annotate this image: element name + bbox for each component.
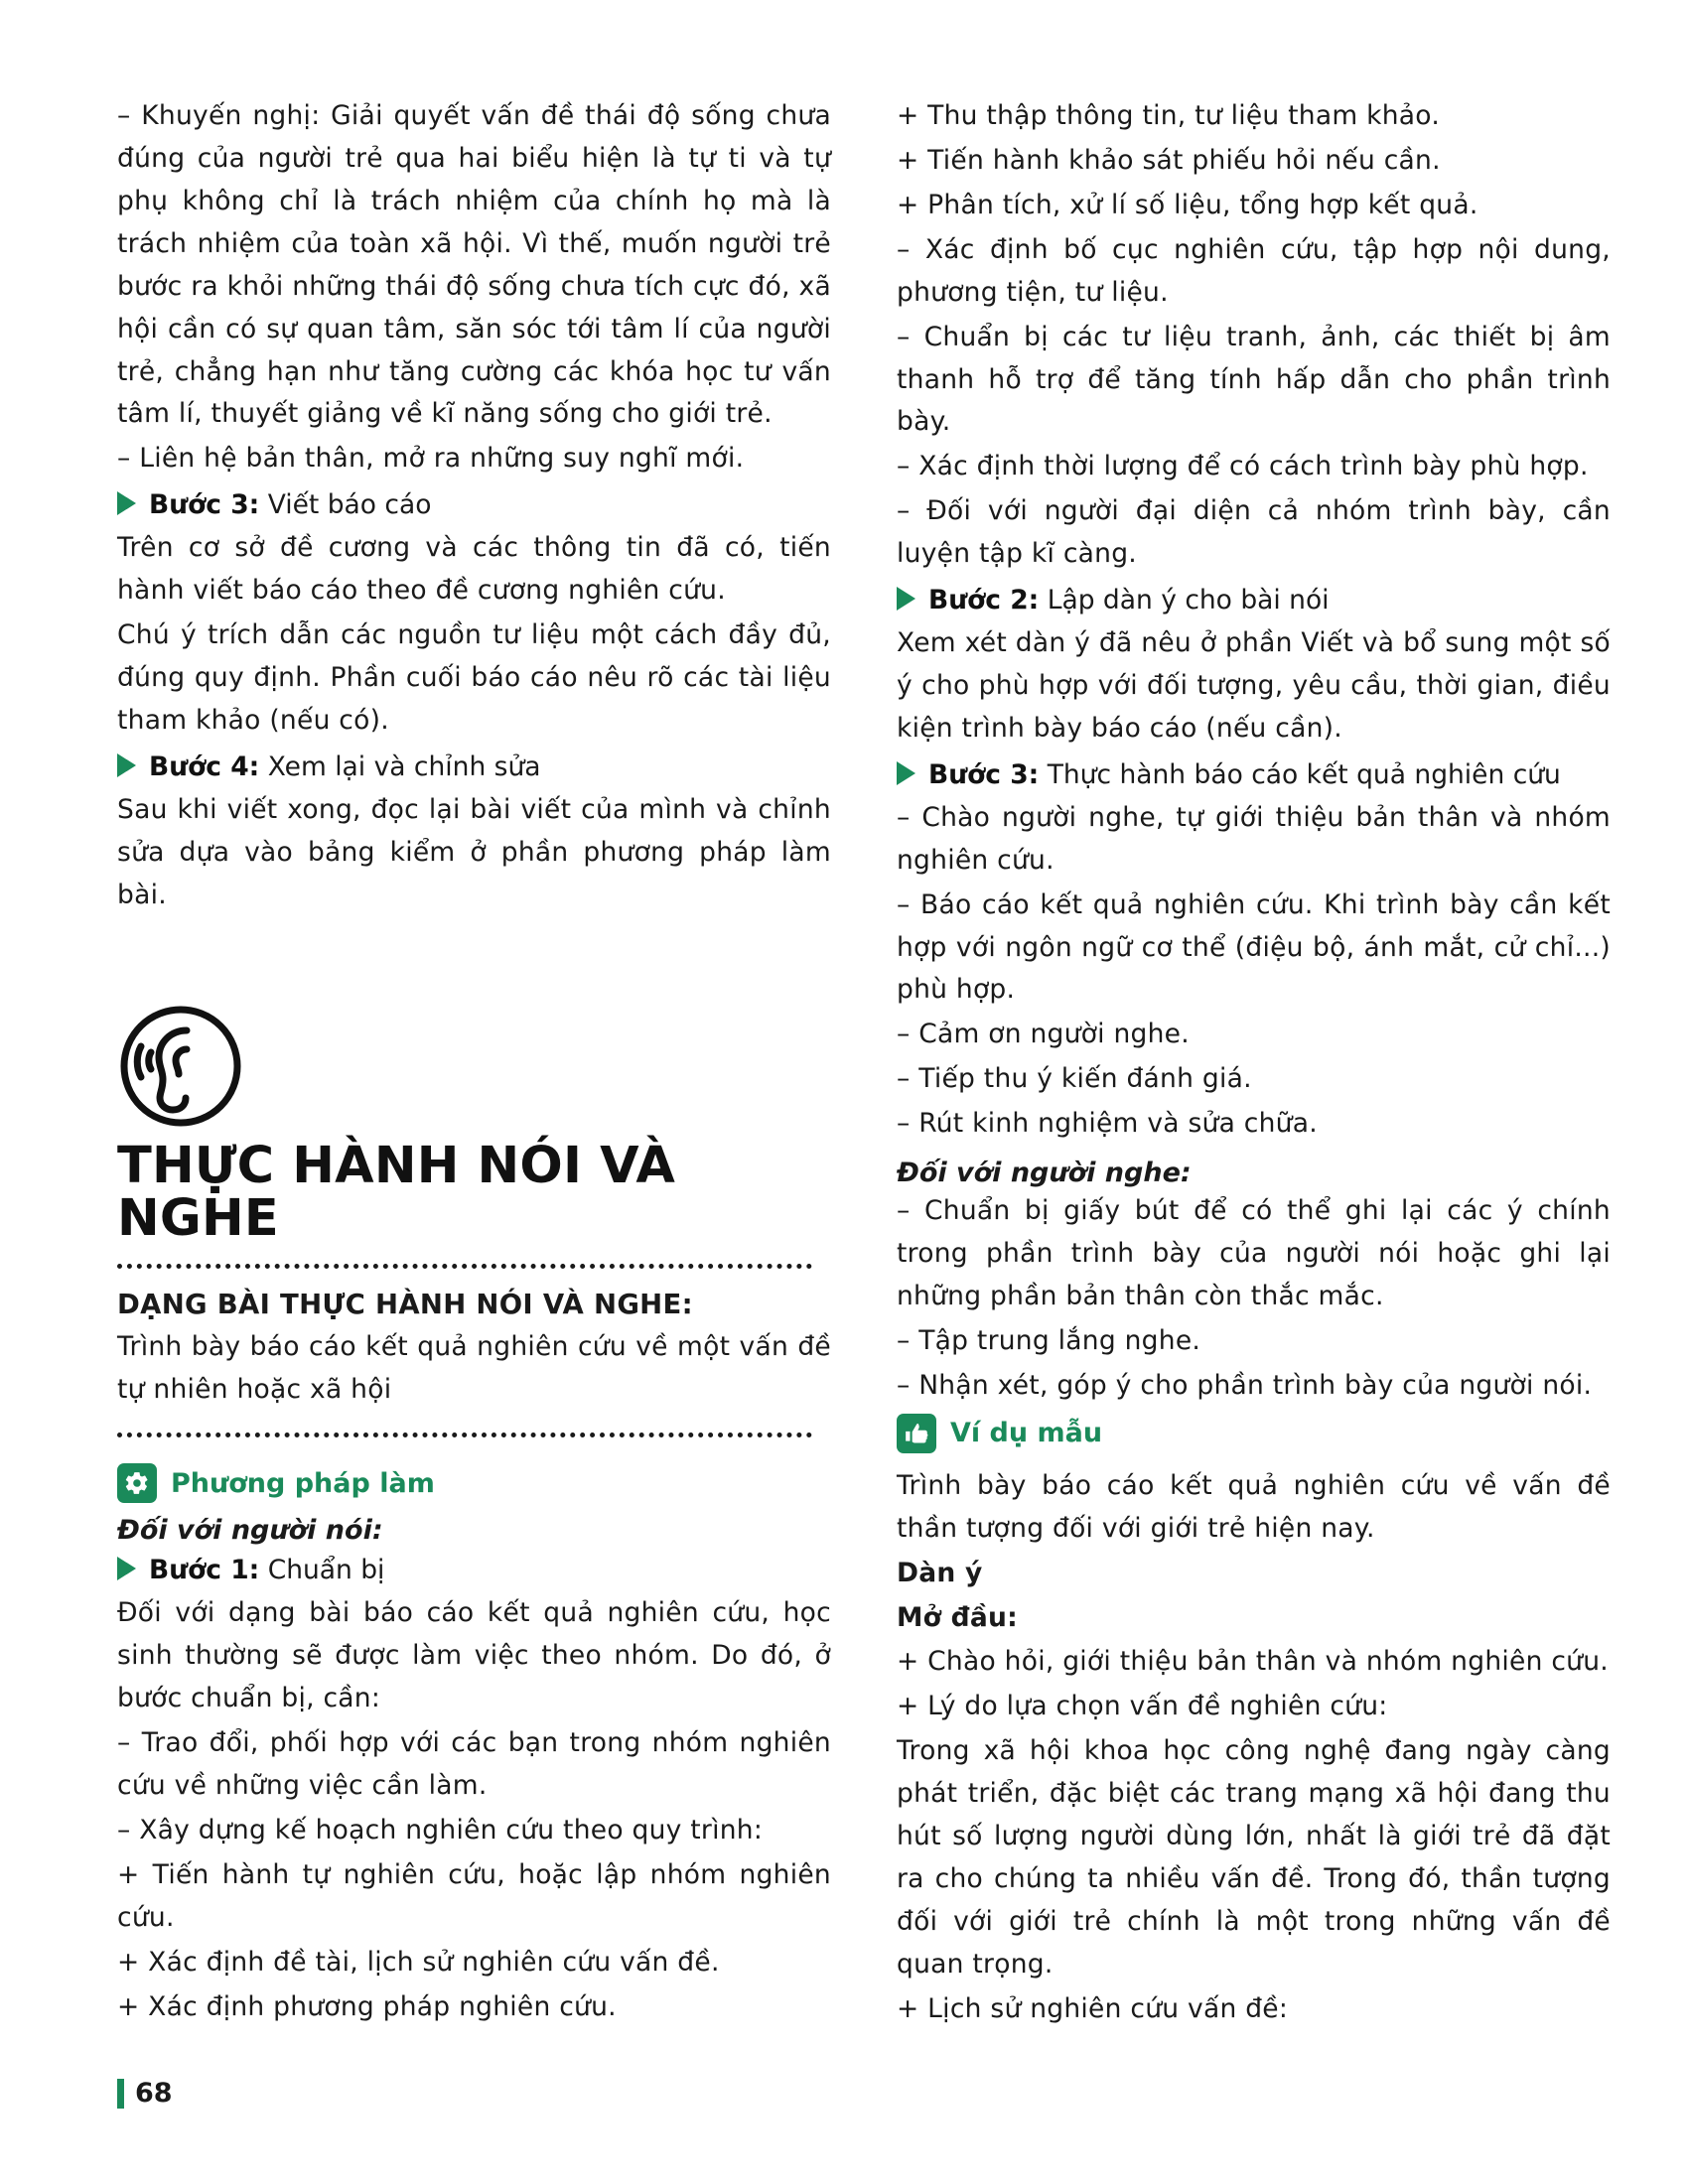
paragraph: + Phân tích, xử lí số liệu, tổng hợp kết quả. — [897, 189, 1478, 220]
method-badge-row — [117, 1463, 831, 1503]
subsection-heading: DẠNG BÀI THỰC HÀNH NÓI VÀ NGHE: — [117, 1288, 693, 1320]
paragraph: – Rút kinh nghiệm và sửa chữa. — [897, 1108, 1318, 1140]
triangle-bullet-icon — [897, 587, 915, 611]
triangle-bullet-icon — [117, 753, 136, 777]
paragraph: – Chuẩn bị giấy bút để có thể ghi lại các ý chính trong phần trình bày của người nói hoặc ghi lại những phần bản thân còn thắc mắc. — [897, 1195, 1611, 1311]
method-badge-label: Phương pháp làm — [171, 1467, 435, 1499]
paragraph: – Nhận xét, góp ý cho phần trình bày của người nói. — [897, 1369, 1593, 1401]
step-text: Thực hành báo cáo kết quả nghiên cứu — [1047, 758, 1561, 790]
paragraph: Trình bày báo cáo kết quả nghiên cứu về một vấn đề tự nhiên hoặc xã hội — [117, 1330, 831, 1405]
page-title: THỰC HÀNH NÓI VÀ NGHE — [117, 1136, 675, 1249]
paragraph: – Tập trung lắng nghe. — [897, 1324, 1201, 1356]
speaker-heading: Đối với người nói: — [117, 1515, 383, 1547]
step-text: Xem lại và chỉnh sửa — [267, 751, 541, 782]
divider — [117, 1264, 812, 1269]
step-label: Bước 3: — [149, 489, 260, 521]
paragraph: Trong xã hội khoa học công nghệ đang ngày càng phát triển, đặc biệt các trang mạng xã hội đang thu hút số lượng người dùng lớn, nhất là giới trẻ đã đặt ra cho chúng ta nhiều vấn đề. Trong đó, thần tượng đối với giới trẻ chính là một trong những vấn đề quan trọng. — [897, 1735, 1611, 1979]
paragraph: – Xác định thời lượng để có cách trình bày phù hợp. — [897, 451, 1589, 482]
right-column — [897, 95, 1611, 2033]
paragraph: + Tiến hành khảo sát phiếu hỏi nếu cần. — [897, 144, 1441, 176]
paragraph: – Liên hệ bản thân, mở ra những suy nghĩ mới. — [117, 443, 745, 475]
paragraph: – Khuyến nghị: Giải quyết vấn đề thái độ sống chưa đúng của người trẻ qua hai biểu hiện là tự ti và tự phụ không chỉ là trách nhiệm của chính họ mà là trách nhiệm của toàn xã hội. Vì thế, muốn người trẻ bước ra khỏi những thái độ sống chưa tích cực đó, xã hội cần có sự quan tâm, săn sóc tới tâm lí của người trẻ, chẳng hạn như tăng cường các khóa học tư vấn tâm lí, thuyết giảng về kĩ năng sống cho giới trẻ. — [117, 100, 831, 430]
outline-heading: Dàn ý — [897, 1557, 983, 1588]
example-badge-label: Ví dụ mẫu — [950, 1418, 1103, 1449]
triangle-bullet-icon — [897, 761, 915, 785]
paragraph: Sau khi viết xong, đọc lại bài viết của mình và chỉnh sửa dựa vào bảng kiểm ở phần phương pháp làm bài. — [117, 793, 831, 910]
page-columns — [117, 95, 1611, 2033]
listener-heading: Đối với người nghe: — [897, 1158, 1192, 1189]
paragraph: Trình bày báo cáo kết quả nghiên cứu về vấn đề thần tượng đối với giới trẻ hiện nay. — [897, 1469, 1611, 1544]
step-text: Lập dàn ý cho bài nói — [1047, 585, 1330, 616]
step-label: Bước 3: — [928, 758, 1040, 790]
paragraph: – Cảm ơn người nghe. — [897, 1019, 1190, 1050]
paragraph: + Thu thập thông tin, tư liệu tham khảo. — [897, 100, 1441, 131]
step-text: Viết báo cáo — [267, 489, 432, 521]
paragraph: + Chào hỏi, giới thiệu bản thân và nhóm nghiên cứu. — [897, 1646, 1609, 1678]
page-footer — [117, 2078, 173, 2109]
step-label: Bước 4: — [149, 751, 260, 782]
paragraph: + Lý do lựa chọn vấn đề nghiên cứu: — [897, 1691, 1388, 1722]
triangle-bullet-icon — [117, 1557, 136, 1580]
step-heading-buoc-3 — [897, 754, 1611, 797]
step-heading-buoc-1 — [117, 1550, 831, 1592]
section-icon-wrap — [117, 1003, 831, 1134]
left-column — [117, 95, 831, 2031]
ear-listening-icon — [117, 1115, 244, 1134]
paragraph: – Trao đổi, phối hợp với các bạn trong nhóm nghiên cứu về những việc cần làm. — [117, 1727, 831, 1802]
divider — [117, 1433, 812, 1437]
example-badge-row — [897, 1414, 1611, 1453]
step-heading-buoc-4 — [117, 747, 831, 789]
paragraph: – Báo cáo kết quả nghiên cứu. Khi trình bày cần kết hợp với ngôn ngữ cơ thể (điệu bộ, ánh mắt, cử chỉ...) phù hợp. — [897, 888, 1611, 1006]
triangle-bullet-icon — [117, 491, 136, 515]
paragraph: + Lịch sử nghiên cứu vấn đề: — [897, 1992, 1289, 2024]
step-heading-buoc-2 — [897, 580, 1611, 622]
paragraph: + Xác định đề tài, lịch sử nghiên cứu vấn đề. — [117, 1946, 720, 1978]
paragraph: – Tiếp thu ý kiến đánh giá. — [897, 1063, 1252, 1095]
paragraph: Đối với dạng bài báo cáo kết quả nghiên cứu, học sinh thường sẽ được làm việc theo nhóm. Do đó, ở bước chuẩn bị, cần: — [117, 1597, 831, 1714]
step-label: Bước 2: — [928, 585, 1040, 616]
step-heading-buoc-3 — [117, 484, 831, 527]
paragraph: – Chào người nghe, tự giới thiệu bản thân và nhóm nghiên cứu. — [897, 801, 1611, 876]
opening-heading: Mở đầu: — [897, 1601, 1018, 1633]
gear-icon — [117, 1463, 157, 1503]
paragraph: – Đối với người đại diện cả nhóm trình bày, cần luyện tập kĩ càng. — [897, 495, 1611, 570]
step-label: Bước 1: — [149, 1555, 260, 1586]
paragraph: – Xây dựng kế hoạch nghiên cứu theo quy trình: — [117, 1814, 764, 1845]
paragraph: Xem xét dàn ý đã nêu ở phần Viết và bổ sung một số ý cho phù hợp với đối tượng, yêu cầu, thời gian, điều kiện trình bày báo cáo (nếu cần). — [897, 627, 1611, 744]
paragraph: – Chuẩn bị các tư liệu tranh, ảnh, các thiết bị âm thanh hỗ trợ để tăng tính hấp dẫn cho phần trình bày. — [897, 321, 1611, 438]
hand-pointing-icon — [897, 1414, 936, 1453]
paragraph: + Xác định phương pháp nghiên cứu. — [117, 1990, 617, 2022]
paragraph: – Xác định bố cục nghiên cứu, tập hợp nội dung, phương tiện, tư liệu. — [897, 233, 1611, 308]
footer-accent-bar — [117, 2079, 124, 2109]
page-number: 68 — [135, 2078, 173, 2109]
paragraph: Trên cơ sở đề cương và các thông tin đã có, tiến hành viết báo cáo theo đề cương nghiên cứu. — [117, 532, 831, 607]
step-text: Chuẩn bị — [267, 1555, 385, 1586]
paragraph: Chú ý trích dẫn các nguồn tư liệu một cách đầy đủ, đúng quy định. Phần cuối báo cáo nêu rõ các tài liệu tham khảo (nếu có). — [117, 619, 831, 736]
paragraph: + Tiến hành tự nghiên cứu, hoặc lập nhóm nghiên cứu. — [117, 1858, 831, 1933]
